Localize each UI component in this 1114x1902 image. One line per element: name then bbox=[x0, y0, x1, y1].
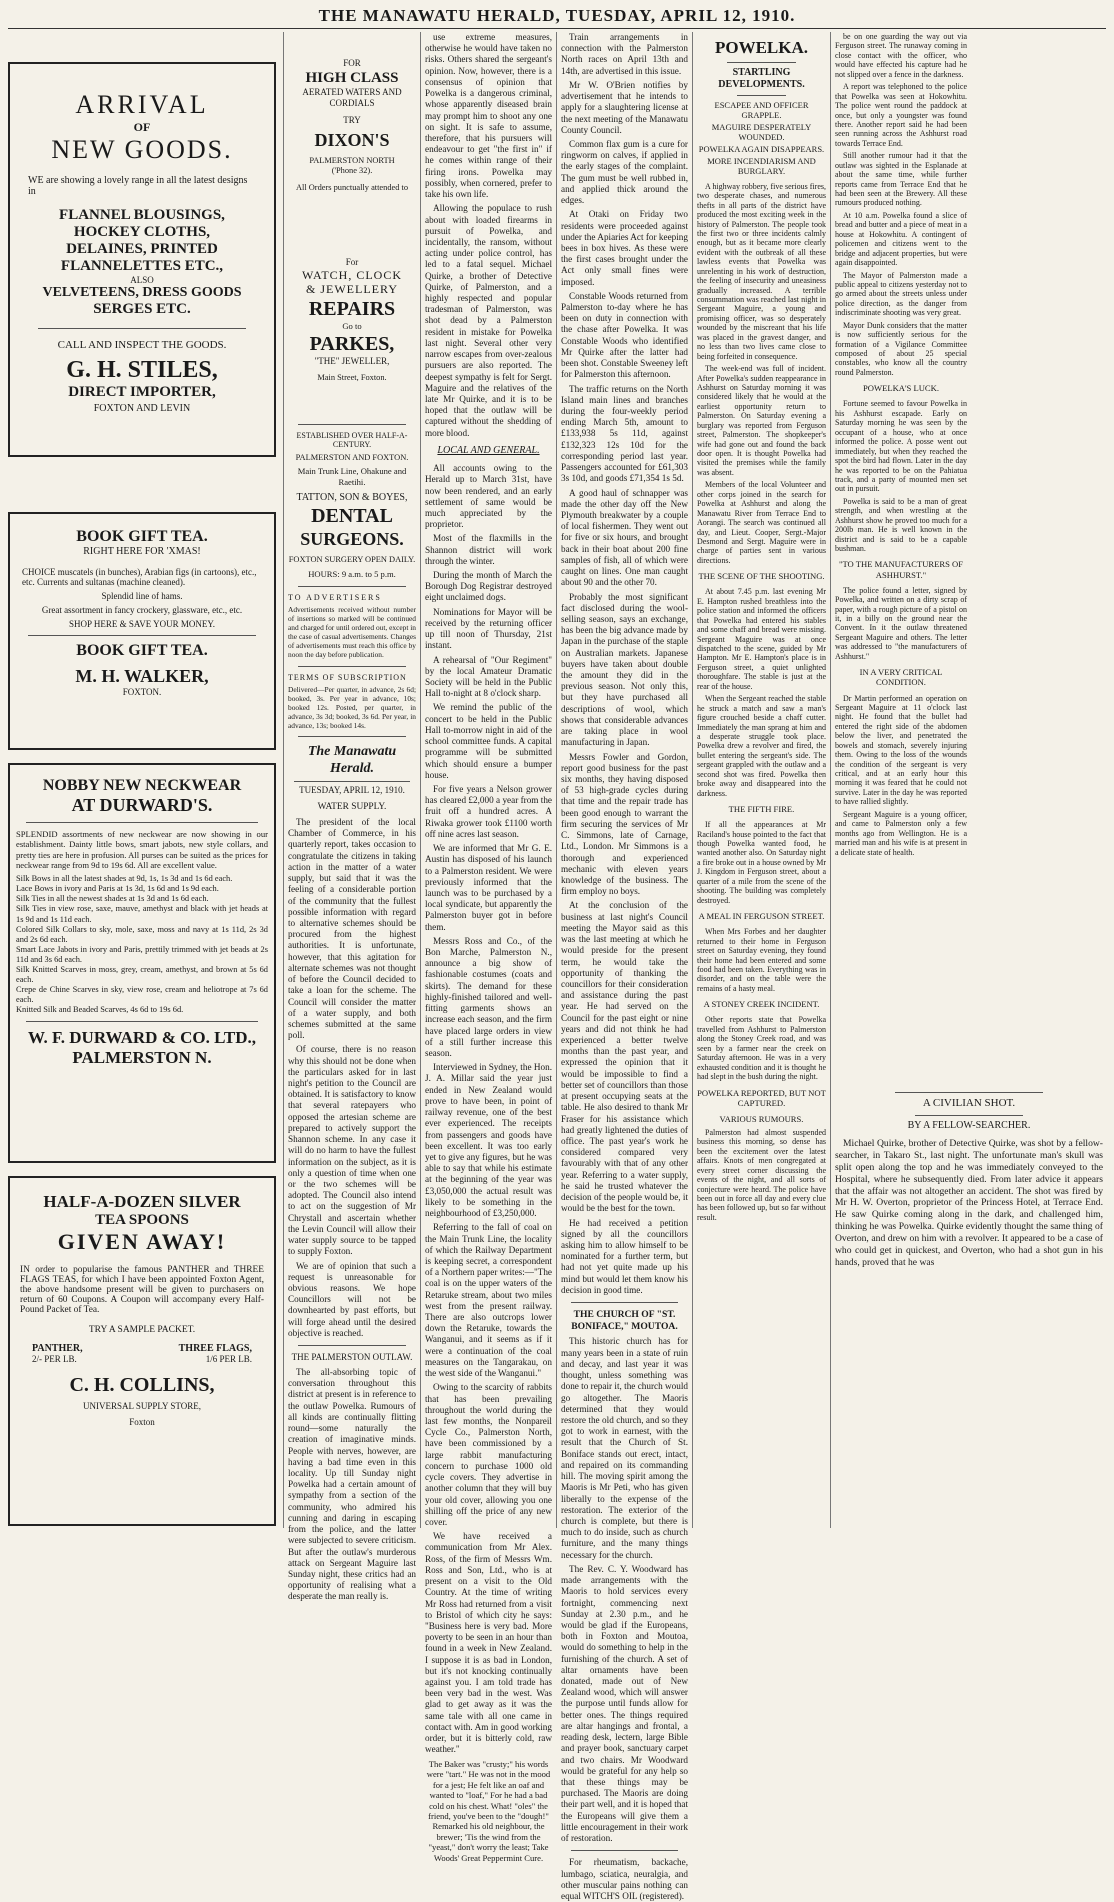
price-item: Silk Ties in all the newest shades at 1s 3d and 1s 6d each. bbox=[16, 894, 209, 904]
article-heading: WATER SUPPLY. bbox=[317, 801, 387, 812]
herald-title: The Manawatu Herald. bbox=[307, 744, 397, 777]
ad-dental bbox=[288, 431, 416, 580]
news-item: The traffic returns on the North Island main lines and branches during the four-weekly period ending March 5th, amount to £133,938 5s 11d, against £132,323 12s 10d for the corresponding period last year. Passengers accounted for £61,303 3s 10d, and goods £71,354 1s 5d. bbox=[561, 383, 688, 484]
article-paragraph: be on one guarding the way out via Ferguson street. The runaway coming in close contact with the officer, who would have effected his capture had he not slipped over a fence in the darkness. bbox=[835, 32, 967, 79]
ad-heading: HALF-A-DOZEN SILVER bbox=[43, 1192, 241, 1211]
article-paragraph: A highway robbery, five serious fires, two desperate chases, and numerous thefts in all parts of the district have produced the most exciting week in the history of Palmerston. The people took the first two or three incidents calmly enough, but as it became more clearly evident with the outbreak of all these lawless events that Powelka was unrelenting in his work of destruction, the feeling of insecurity and uneasiness gradually increased. A terrible consummation was reached last night in Sergeant Maguire, a young and promising officer, was so desperately wounded by the miscreant that his life was placed in the gravest danger, and no less than two lives came close to being forfeited in consequence. bbox=[697, 181, 826, 361]
article-paragraph: Sergeant Maguire is a young officer, and came to Palmerston only a few months ago from Wellington. He is a married man and his wife is at present in a delicate state of health. bbox=[835, 809, 967, 857]
ad-line: FLANNEL BLOUSINGS, bbox=[59, 207, 225, 223]
article-paragraph: Powelka is said to be a man of great strength, and when wrestling at the Ashhurst show he proved too much for a 200lb man. He is well known in the district and is said to be a capable bushman. bbox=[835, 496, 967, 554]
article-heading: THE PALMERSTON OUTLAW. bbox=[291, 1352, 413, 1363]
ad-line: FOXTON AND LEVIN bbox=[93, 403, 191, 414]
news-item: During the month of March the Borough Dog Registrar destroyed eight unclaimed dogs. bbox=[425, 570, 552, 603]
news-item: We remind the public of the concert to be held in the Public Hall to-morrow night in aid of the school committee funds. A capital programme will be submitted which should ensure a bumper house. bbox=[425, 702, 552, 780]
brand-price: 1/6 PER LB. bbox=[205, 1354, 252, 1364]
ad-line: FOR bbox=[343, 58, 361, 68]
ad-heading: GIVEN AWAY! bbox=[57, 1229, 227, 1254]
news-item: Referring to the fall of coal on the Main Trunk Line, the locality of which the Railway Department is keeping secret, a correspondent of a Northern paper writes:—"The coal is on the upper waters of the Retaruke stream, about two miles west from the present railway. There are also outcrops lower down the Retaruke, towards the Wanganui, and it seems as if it were a continuation of the coal measures on the Tangarakau, on the west side of the Wanganui." bbox=[425, 1222, 552, 1379]
column-rule bbox=[830, 32, 831, 1528]
masthead: THE MANAWATU HERALD, TUESDAY, APRIL 12, 1910. bbox=[318, 6, 796, 25]
price-item: Knitted Silk and Beaded Scarves, 4s 6d to 19s 6d. bbox=[16, 1005, 184, 1015]
ad-line: ('Phone 32). bbox=[331, 166, 373, 176]
price-item: Crepe de Chine Scarves in sky, view rose, cream and heliotrope at 7s 6d each. bbox=[16, 985, 268, 1005]
column-rule bbox=[556, 32, 557, 1528]
ad-tea-spoons bbox=[8, 1176, 276, 1526]
ad-line: Go to bbox=[342, 321, 362, 332]
column-6-left bbox=[835, 32, 967, 1082]
news-item: Common flax gum is a cure for ringworm on calves, if applied in the early stages of the complaint. The gum must be well rubbed in, and applied thick around the edges. bbox=[561, 138, 688, 206]
column-6 bbox=[835, 32, 1107, 1528]
news-item: Messrs Fowler and Gordon, report good business for the past six months, they having disposed of 53 high-grade cycles during that time and the repair trade has been good enough to warrant the firm securing the services of Mr C. Simmons, late of Carnage, Ltd., London. Mr Simmons is a thorough and experienced mechanic with eleven years knowledge of the business. The firm employ no boys. bbox=[561, 751, 688, 897]
ad-heading: HIGH CLASS bbox=[305, 69, 399, 86]
article-heading: THE CHURCH OF "ST. BONIFACE," MOUTOA. bbox=[571, 1309, 678, 1332]
ad-line: TRY A SAMPLE PACKET. bbox=[88, 1325, 196, 1335]
notice-heading: TO ADVERTISERS bbox=[288, 592, 382, 602]
article-paragraph: The all-absorbing topic of conversation throughout this district at present is in reference to the outlaw Powelka. Rumours of all kinds are continually flitting round—some naturally the creation of imaginative minds. People with nerves, however, are having a bad time even in this locality. Up till Sunday night Powelka had a certain amount of sympathy from a section of the community, who admired his cunning and daring in escaping from the police, and the latter were subjected to severe criticism. But after the outlaw's murderous attack on Sergeant Maguire last Sunday night, these critics had an opportunity of realising what a desperate the man really is. bbox=[288, 1367, 416, 1602]
ad-body: SPLENDID assortments of new neckwear are now showing in our establishment. Dainty little bows, smart jabots, new style collars, and pretty ties are here in profusion. All purses can be suited as the prices for neckwear range from 9d to 19s 6d. All are excellent value. bbox=[16, 829, 268, 870]
article-paragraph: A report was telephoned to the police that Powelka was seen at Hokowhitu. The police went round the paddock at once, but only a youngster was found there. Another report said he had been seen running across the Ashhurst road towards Terrace End. bbox=[835, 82, 967, 148]
article-paragraph: Michael Quirke, brother of Detective Quirke, was shot by a fellow-searcher, in Takaro St., last night. The unfortunate man's skull was split open along the top and he was immediately conveyed to the Hospital, where he subsequently died. From later advice it appears that the affair was not altogether an accident. The shot was fired by Mr H. W. Overton, proprietor of the Princess Hotel, at Terrace End. He saw Quirke coming along in the dark, and challenged him, thinking he was Powelka. Quirke evidently thought the same thing of Overton, and drew on him with a revolver. It appeared to be a case of who could get in quickest, and Overton, who had a shot gun in his hands, proved that he was bbox=[835, 1138, 1103, 1268]
section-heading: THE SCENE OF THE SHOOTING. bbox=[698, 571, 825, 582]
ad-line: HOCKEY CLOTHS, bbox=[73, 224, 211, 240]
news-item: Most of the flaxmills in the Shannon district will work through the winter. bbox=[425, 533, 552, 566]
ad-line: Splendid line of hams. bbox=[101, 591, 183, 601]
news-item: For five years a Nelson grower has cleared £2,000 a year from the fruit off a hundred acres. A Riwaka grower took £1100 worth off nine acres last season. bbox=[425, 783, 552, 839]
ad-heading: SURGEONS. bbox=[300, 528, 404, 549]
article-heading: A CIVILIAN SHOT. bbox=[922, 1097, 1016, 1109]
ad-merchant: G. H. STILES, bbox=[66, 357, 218, 383]
ad-heading: NOBBY NEW NECKWEAR bbox=[42, 777, 242, 794]
news-item: We have received a communication from Mr Alex. Ross, of the firm of Messrs Wm. Ross and Son, Ltd., who is at present on a visit to the Old Country. At the time of writing Mr Ross had returned from a visit to Bristol of which city he says: "Business here is very bad. More poverty to be seen in an hour than found in a week in New Zealand. I suppose it is as bad in London, but it's not knocking continually against you. I am told trade has been very bad in the west. Was glad to get away as it was the same tale with all one came in contact with. Am in good working order, but it is bitterly cold, raw weather." bbox=[425, 1531, 552, 1755]
ad-heading: BOOK GIFT TEA. bbox=[76, 642, 208, 659]
ad-merchant: PARKES, bbox=[309, 332, 395, 355]
ad-book-gift-tea bbox=[8, 512, 276, 750]
ad-parkes bbox=[288, 257, 416, 384]
ad-line: TRY bbox=[343, 115, 361, 126]
ad-line: All Orders punctually attended to bbox=[295, 182, 409, 192]
ad-heading: ARRIVAL bbox=[75, 90, 209, 119]
article-paragraph: Of course, there is no reason why this should not be done when the particulars asked for in last night's petition to the Council are obtained. It is satisfactory to know that several ratepayers who opposed the artesian scheme are prepared to actively support the Shannon scheme. In any case it will do no harm to have the fullest information on the subject, as it is only a question of time when one or the two schemes will be adopted. The Council also intend to act on the suggestion of Mr Chrystall and ascertain whether the Levin Council will allow their water supply source to be tapped to supply Foxton. bbox=[288, 1044, 416, 1257]
ad-line: VELVETEENS, DRESS GOODS bbox=[42, 285, 242, 300]
article-paragraph: When Mrs Forbes and her daughter returned to their home in Ferguson street on Saturday evening, they found their home had been entered and some food had been taken. Everything was in disorder, and on the table were the remains of a hasty meal. bbox=[697, 927, 826, 993]
section-heading: A STONEY CREEK INCIDENT. bbox=[703, 999, 820, 1010]
news-item: At Otaki on Friday two residents were proceeded against under the Apiaries Act for keeping bees in box hives. As these were the first cases brought under the Act only small fines were imposed. bbox=[561, 209, 688, 287]
herald-date: TUESDAY, APRIL 12, 1910. bbox=[299, 784, 405, 795]
ad-line: HOURS: 9 a.m. to 5 p.m. bbox=[308, 569, 396, 580]
ad-line: PALMERSTON NORTH bbox=[309, 156, 395, 166]
notice-subscription bbox=[288, 673, 416, 731]
price-item: Colored Silk Collars to sky, mole, saxe, moss and navy at 1s 11d, 2s 3d and 2s 6d each. bbox=[16, 924, 268, 944]
ad-heading: TEA SPOONS bbox=[95, 1212, 189, 1228]
section-heading: POWELKA'S LUCK. bbox=[862, 383, 940, 394]
brand-name: THREE FLAGS, bbox=[178, 1343, 252, 1354]
ad-line: For bbox=[345, 256, 359, 267]
ad-merchant: W. F. DURWARD & CO. LTD., bbox=[28, 1028, 256, 1048]
ad-line: FLANNELETTES ETC., bbox=[60, 258, 224, 274]
section-heading: VARIOUS RUMOURS. bbox=[719, 1113, 804, 1124]
article-paragraph: use extreme measures, otherwise he would have taken no risks. Others shared the sergeant's opinion. Now, however, there is a consensus of opinion that Powelka is a dangerous criminal, whose apparently diseased brain may prompt him to shoot any one on sight. It is safe to assume, therefore, that his pursuers will endeavour to get "the first in" if he comes within range of their firing irons. Powelka may possibly, when cornered, prefer to take his own life. bbox=[425, 32, 552, 200]
article-paragraph: The president of the local Chamber of Commerce, in his quarterly report, takes occasion to congratulate the citizens in taking action in the matter of a water supply, but said that it was the feeling of a considerable portion of the community that the fullest possible information with regard to alternative schemes should be procured from the highest authorities. It is unfortunate, however, that this agitation for alternate schemes was not thought of before the Council decided to take a loan for the scheme. The Council will consider the matter of a water supply, and both schemes submitted at the same poll. bbox=[288, 817, 416, 1041]
news-item: At the conclusion of the business at last night's Council meeting the Mayor said as this was the last meeting at which he would preside for the present term, he would take the opportunity of thanking the councillors for their consideration and assistance during the past year. He had served on the Council for the past eight or nine years and did not think he had experienced a better twelve months than the past year, and expressed the opinion that it would be impossible to find a better set of councillors than those at present occupying seats at the table. He also desired to thank Mr Fraser for his assistance which had greatly lightened the duties of office. The past year's work he considered compared very favourably with that of any other year. Referring to a water supply, he said he trusted whatever the decision of the people would be, it would be the best for the town. bbox=[561, 900, 688, 1214]
price-item: Silk Ties in view rose, saxe, mauve, amethyst and black with jet heads at 1s 9d and 1s 11d each. bbox=[16, 904, 268, 924]
news-item: He had received a petition signed by all the councillors asking him to allow himself to be nominated for a further term, but had not yet quite made up his mind but would let them know his decision in good time. bbox=[561, 1217, 688, 1295]
ad-merchant: DIXON'S bbox=[314, 130, 390, 151]
section-heading: POWELKA REPORTED, BUT NOT CAPTURED. bbox=[697, 1087, 826, 1108]
price-item: Silk Bows in all the latest shades at 9d, 1s, 1s 3d and 1s 6d each. bbox=[16, 874, 233, 884]
ad-line: FOXTON SURGERY OPEN DAILY. bbox=[288, 554, 416, 564]
ad-line: DIRECT IMPORTER, bbox=[68, 384, 216, 400]
news-item: All accounts owing to the Herald up to March 31st, have now been rendered, and an early settlement of same would be much appreciated by the proprietor. bbox=[425, 463, 552, 530]
news-item: Owing to the scarcity of rabbits that has been prevailing throughout the world during the last few months, the Nonpareil Cycle Co., Palmerston North, have been commissioned by a large rabbit manufacturing concern to purchase 1000 old cycle covers. They advertise in another column that they will buy your old cover, allowing you one shilling off the price of any new cover. bbox=[425, 1382, 552, 1527]
column-4 bbox=[561, 32, 688, 1901]
ad-line: Main Street, Foxton. bbox=[317, 373, 387, 383]
section-heading: "TO THE MANUFACTURERS OF ASHHURST." bbox=[838, 559, 964, 580]
column-5 bbox=[697, 32, 826, 1528]
article-subhead: BY A FELLOW-SEARCHER. bbox=[907, 1119, 1031, 1131]
article-paragraph: At 10 a.m. Powelka found a slice of bread and butter and a piece of meat in a house at Hokowhitu. A contingent of policemen and citizens went to the bridge and adjacent properties, but were again disappointed. bbox=[835, 210, 967, 268]
article-paragraph: We are of opinion that such a request is unreasonable for obvious reasons. We hope Councillors will not be downhearted by past efforts, but will forge ahead until the desired objective is reached. bbox=[288, 1260, 416, 1338]
article-paragraph: This historic church has for many years been in a state of ruin and decay, and last year it was thought, unless something was done to repair it, the church would go altogether. The Maoris determined that they would restore the old church, and so they got to work in earnest, with the result that the Church of St. Boniface stands out erect, intact, and repaired on its commanding hill. The moving spirit among the Maoris is Mr Peti, who has given liberally to the expense of the restoration. The exterior of the church is complete, but there is much to do inside, such as church furniture, and the many things necessary for the church. bbox=[561, 1336, 688, 1560]
news-item: A rehearsal of "Our Regiment" by the local Amateur Dramatic Society will be held in the Public Hall to-night at 8 o'clock sharp. bbox=[425, 654, 552, 699]
ad-heading: RIGHT HERE FOR 'XMAS! bbox=[83, 546, 201, 557]
notice-advertisers bbox=[288, 593, 416, 660]
masthead-rule bbox=[8, 28, 1106, 29]
ad-line: Foxton bbox=[129, 1417, 155, 1427]
ad-line: CALL AND INSPECT THE GOODS. bbox=[57, 339, 227, 351]
price-item: Lace Bows in ivory and Paris at 1s 3d, 1s 6d and 1s 9d each. bbox=[16, 884, 219, 894]
price-item: Smart Lace Jabots in ivory and Paris, prettily trimmed with jet beads at 2s 11d and 3s 6d each. bbox=[16, 944, 268, 964]
news-item: Nominations for Mayor will be received by the returning officer up till noon of Thursday, 21st instant. bbox=[425, 606, 552, 651]
notice-heading: TERMS OF SUBSCRIPTION bbox=[288, 672, 407, 682]
ad-heading: & JEWELLERY bbox=[306, 282, 398, 297]
ad-heading: NEW GOODS. bbox=[51, 135, 233, 164]
price-row bbox=[18, 1354, 266, 1364]
article-subhead: POWELKA AGAIN DISAPPEARS. bbox=[698, 143, 825, 154]
price-item: Silk Knitted Scarves in moss, grey, cream, amethyst, and brown at 5s 6d each. bbox=[16, 964, 268, 985]
ad-heading: WATCH, CLOCK bbox=[301, 267, 402, 282]
ad-heading: BOOK GIFT TEA. bbox=[76, 528, 208, 545]
ad-line: Great assortment in fancy crockery, glassware, etc., etc. bbox=[41, 605, 243, 615]
ad-new-goods bbox=[8, 62, 276, 457]
column-3 bbox=[425, 32, 552, 1863]
article-paragraph: Fortune seemed to favour Powelka in his Ashhurst escapade. Early on Saturday morning he was seen by the occupant of a house, who at once informed the police. A posse went out immediately, but when they reached the spot the bird had flown. Later in the day he was reported to be on the Pahiatua track, and a party of mounted men set out in pursuit. bbox=[835, 399, 967, 494]
ad-dixon bbox=[288, 58, 416, 193]
article-paragraph: The Rev. C. Y. Woodward has made arrangements with the Maoris to hold services every fortnight, commencing next Sunday at 2.30 p.m., and he would be glad if the Europeans, both in Foxton and Moutoa, would do something to help in the furnishing of the church. A set of altar ornaments have been donated, made out of New Zealand wood, which will answer the purpose until funds allow for better ones. The things required are altar hangings and frontal, a reading desk, lectern, large Bible and prayer book, sanctuary carpet and two chairs. Mr Woodward would be grateful for any help so that these things may be purchased. The Maoris are doing their part well, and it is hoped that the Europeans will give them a little encouragement in their work of restoration. bbox=[561, 1563, 688, 1844]
article-paragraph: Allowing the populace to rush about with loaded firearms in pursuit of Powelka, and incidentally, the ransom, without acting under police control, has led to a fatal sequel. Michael Quirke, a brother of Detective Quirke, of Palmerston, and a highly respected and popular tradesman of Palmerston, was shot dead by a Palmerston resident in mistake for Powelka last night. Several other very narrow escapes from over-zealous pursuers are also reported. The deepest sympathy is felt for Sergt. Maguire and the relatives of the late Mr Quirke, and it is to be hoped that the outlaw will be captured without the shedding of more blood. bbox=[425, 203, 552, 438]
ad-line: AERATED WATERS AND bbox=[302, 87, 402, 98]
article-paragraph: If all the appearances at Mr Raciland's house pointed to the fact that though Powelka wanted food, he wanted another also. On Saturday night a fire broke out in a house owned by Mr J. Kingdom in Ferguson street, about a quarter of a mile from the scene of the shooting. The building was completely destroyed. bbox=[697, 820, 826, 905]
article-title: POWELKA. bbox=[714, 38, 809, 57]
news-item: We are informed that Mr G. E. Austin has disposed of his launch to a Palmerston resident. We were previously informed that the launch was to be purchased by a local syndicate, but apparently the Palmerston buyer got in before them. bbox=[425, 843, 552, 932]
article-paragraph: Still another rumour had it that the outlaw was sighted in the Esplanade at about the same time, while further reports came from Terrace End that he had been seen at the Brewery. All these rumours produced nothing. bbox=[835, 151, 967, 208]
article-paragraph: When the Sergeant reached the stable he struck a match and saw a man's figure crouched beside a chaff cutter. Immediately the man sprang at him and a desperate struggle took place. Powelka drew a revolver and fired, the bullet entering the sergeant's side. The sergeant grappled with the outlaw and a second shot was fired. Powelka then broke away and disappeared into the darkness. bbox=[697, 694, 826, 798]
section-heading: THE FIFTH FIRE. bbox=[728, 804, 795, 815]
ad-line: ESTABLISHED OVER HALF-A-CENTURY. bbox=[296, 430, 408, 450]
ad-line: SERGES ETC. bbox=[93, 301, 191, 317]
ad-neckwear bbox=[8, 763, 276, 1163]
ad-line: Main Trunk Line, Ohakune and Raetihi. bbox=[297, 466, 407, 487]
ad-line: CORDIALS bbox=[329, 98, 375, 109]
news-item: A good haul of schnapper was made the other day off the New Plymouth breakwater by a couple of local fishermen. They went out for five or six hours, and brought back in their boat about 200 fine samples of fish, all of which were caught on lines. One man caught about 90 and the other 70. bbox=[561, 487, 688, 588]
notice-body: Delivered—Per quarter, in advance, 2s 6d; booked, 3s. Per year in advance, 10s; booked 12s. Posted, per quarter, in advance, 3s 3d; booked, 3s 6d. Per year, in advance, 13s; booked 14s. bbox=[288, 685, 416, 731]
news-item: Interviewed in Sydney, the Hon. J. A. Millar said the year just ended in New Zealand would prove to have been, in point of railway revenue, one of the best ever experienced. The receipts from passengers and goods have been excellent. It was too early yet to give any figures, but he was able to say that while his estimate at the beginning of the year was £3,050,000 the actual result was likely to be something in the neighbourhood of £3,250,000. bbox=[425, 1062, 552, 1219]
article-paragraph: The Mayor of Palmerston made a public appeal to citizens yesterday not to go armed about the streets unless under police direction, as the danger from indiscriminate shooting was very great. bbox=[835, 270, 967, 318]
ad-merchant: PALMERSTON N. bbox=[72, 1048, 212, 1068]
news-item: Probably the most significant fact disclosed during the wool-selling season, says an exchange, has been the big advance made by Japan in the purchase of the staple on Australian markets. Japanese buyers have taken about double the amount they did in the previous season. Not only this, but they have purchased all descriptions of wool, which shows that considerable advances are taking place in wool manufacturing in Japan. bbox=[561, 591, 688, 748]
ad-merchant: C. H. COLLINS, bbox=[69, 1374, 215, 1396]
article-paragraph: Members of the local Volunteer and other corps joined in the search for Powelka at Ashhurst and along the Manawatu River from Terrace End to Aorangi. The search was continued all day, and Lieut. Cooper, Sergt.-Major Desmond and Sergt. Maguire were in charge of parties sent in various directions. bbox=[697, 480, 826, 565]
ad-line: SHOP HERE & SAVE YOUR MONEY. bbox=[68, 619, 216, 629]
news-item: Messrs Ross and Co., of the Bon Marche, Palmerston N., announce a big show of fashionable costumes (coats and skirts). The demand for these highly-finished tailored and well-fitting garments shows an increase each season, and the firm have placed large orders in view of a still further increase this season. bbox=[425, 935, 552, 1058]
price-row bbox=[18, 1343, 266, 1354]
ad-body: CHOICE muscatels (in bunches), Arabian figs (in cartoons), etc., etc. Currents and sultanas (machine cleaned). bbox=[22, 567, 257, 587]
ad-body: IN order to popularise the famous PANTHER and THREE FLAGS TEAS, for which I have been appointed Foxton Agent, the above handsome present will be given to purchasers on return of 60 Coupons. A Coupon will accompany every Half-Pound Packet of Tea. bbox=[20, 1265, 264, 1315]
ad-heading: OF bbox=[133, 120, 151, 134]
column-rule bbox=[692, 32, 693, 1528]
column-rule bbox=[420, 32, 421, 1528]
column-2 bbox=[288, 32, 416, 1602]
ad-intro: WE are showing a lovely range in all the latest designs in bbox=[28, 175, 248, 197]
news-item: For rheumatism, backache, lumbago, sciatica, neuralgia, and other muscular pains nothing can equal WITCH'S OIL (registered). bbox=[561, 1857, 688, 1901]
article-subhead: MAGUIRE DESPERATELY WOUNDED. bbox=[711, 121, 812, 142]
civilian-shot-article bbox=[835, 1092, 1103, 1269]
ad-line: UNIVERSAL SUPPLY STORE, bbox=[82, 1401, 202, 1411]
brand-name: PANTHER, bbox=[32, 1343, 83, 1354]
brand-price: 2/- PER LB. bbox=[32, 1354, 77, 1364]
ad-line: ALSO bbox=[130, 275, 154, 285]
article-subhead: ESCAPEE AND OFFICER GRAPPLE. bbox=[714, 99, 809, 120]
article-paragraph: Mayor Dunk considers that the matter is now sufficiently serious for the formation of a Vigilance Committee composed of about 25 special constables, who know all the country round Palmerston. bbox=[835, 320, 967, 377]
section-heading: IN A VERY CRITICAL CONDITION. bbox=[859, 667, 943, 688]
section-heading: A MEAL IN FERGUSON STREET. bbox=[698, 911, 825, 922]
poem: The Baker was "crusty;" his words were "tart." He was not in the mood for a jest; He felt like an oaf and wanted to "loaf," For he had a bad cold on his chest. What! "oles" the friend, you've been to the "dough!" Remarked his old neighbour, the brewer; 'Tis the wind from the "yeast," don't worry the least; Take Woods' Great Peppermint Cure. bbox=[426, 1758, 551, 1863]
ad-heading: REPAIRS bbox=[308, 298, 396, 321]
ad-line: FOXTON. bbox=[122, 687, 162, 697]
notice-body: Advertisements received without number of insertions so marked will be continued and charged for until ordered out, except in the case of casual advertisements. Changes of advertisements must reach this office by noon the day before publication. bbox=[288, 605, 416, 660]
news-item: Train arrangements in connection with the Palmerston North races on April 13th and 14th, are advertised in this issue. bbox=[561, 32, 688, 76]
ad-line: DELAINES, PRINTED bbox=[66, 241, 218, 257]
section-heading: LOCAL AND GENERAL. bbox=[437, 444, 540, 456]
ad-line: TATTON, SON & BOYES, bbox=[296, 492, 408, 504]
article-paragraph: Other reports state that Powelka travelled from Ashhurst to Palmerston along the Stoney Creek road, and was seen by a farmer near the creek on Saturday afternoon. He was in a very exhausted condition and it is thought he had slept in the bush during the night. bbox=[697, 1015, 826, 1082]
ad-heading: DENTAL bbox=[311, 505, 393, 528]
ad-merchant: M. H. WALKER, bbox=[75, 666, 209, 686]
article-paragraph: At about 7.45 p.m. last evening Mr E. Hampton rushed breathless into the police station and informed the officers that Powelka had entered his stables and some chaff and bread were missing. Sergeant Maguire was at once dispatched to the scene, guided by Mr Hampton. Mr E. Hampton's place is in Ferguson street, a quiet unlighted thoroughfare. The stable is just at the rear of the house. bbox=[697, 587, 826, 691]
ad-line: "THE" JEWELLER, bbox=[314, 356, 390, 367]
column-rule bbox=[283, 32, 284, 1528]
ad-heading: AT DURWARD'S. bbox=[71, 795, 213, 815]
news-item: Constable Woods returned from Palmerston to-day where he has been on duty in connection with the chase after Powelka. It was Constable Woods who identified Mr Quirke after the latter had been shot. Constable Sweeney left for Palmerston this afternoon. bbox=[561, 290, 688, 380]
news-item: Mr W. O'Brien notifies by advertisement that he intends to apply for a slaughtering license at the next meeting of the Manawatu County Council. bbox=[561, 79, 688, 135]
article-paragraph: The week-end was full of incident. After Powelka's sudden reappearance in Ashhurst on Saturday morning it was considered likely that he would at the earliest opportunity return to Palmerston. On Saturday evening a burglary was reported from Ferguson street, Palmerston. The shopkeeper's wife had gone out and found the back door open. It is thought Powelka had visited the premises while the family was absent. bbox=[697, 364, 826, 477]
article-paragraph: Palmerston had almost suspended business this morning, so dense has been the excitement over the latest affairs. Knots of men congregated at every street corner discussing the events of the night, and all sorts of conjecture were heard. The police have been out in force all day and every clue has been followed up, but so far without result. bbox=[697, 1127, 826, 1222]
article-paragraph: The police found a letter, signed by Powelka, and written on a dirty scrap of paper, with a rough picture of a pistol on it, in a billy on the ground near the Convent. In it the outlaw threatened Sergeant Maguire and others. The letter was addressed to "the manufacturers of Ashhurst." bbox=[835, 585, 967, 661]
ad-line: PALMERSTON AND FOXTON. bbox=[295, 453, 409, 463]
article-subhead: STARTLING DEVELOPMENTS. bbox=[718, 67, 805, 90]
article-paragraph: Dr Martin performed an operation on Sergeant Maguire at 11 o'clock last night. He found that the bullet had entered the right side of the abdomen below the liver, and penetrated the bowels and stomach, severely injuring them. Owing to the loss of the wounds the condition of the sergeant is very critical, and at an early hour this morning it was feared that he could not survive. Later in the day he was reported to have rallied slightly. bbox=[835, 693, 967, 807]
article-subhead: MORE INCENDIARISM AND BURGLARY. bbox=[707, 155, 816, 176]
